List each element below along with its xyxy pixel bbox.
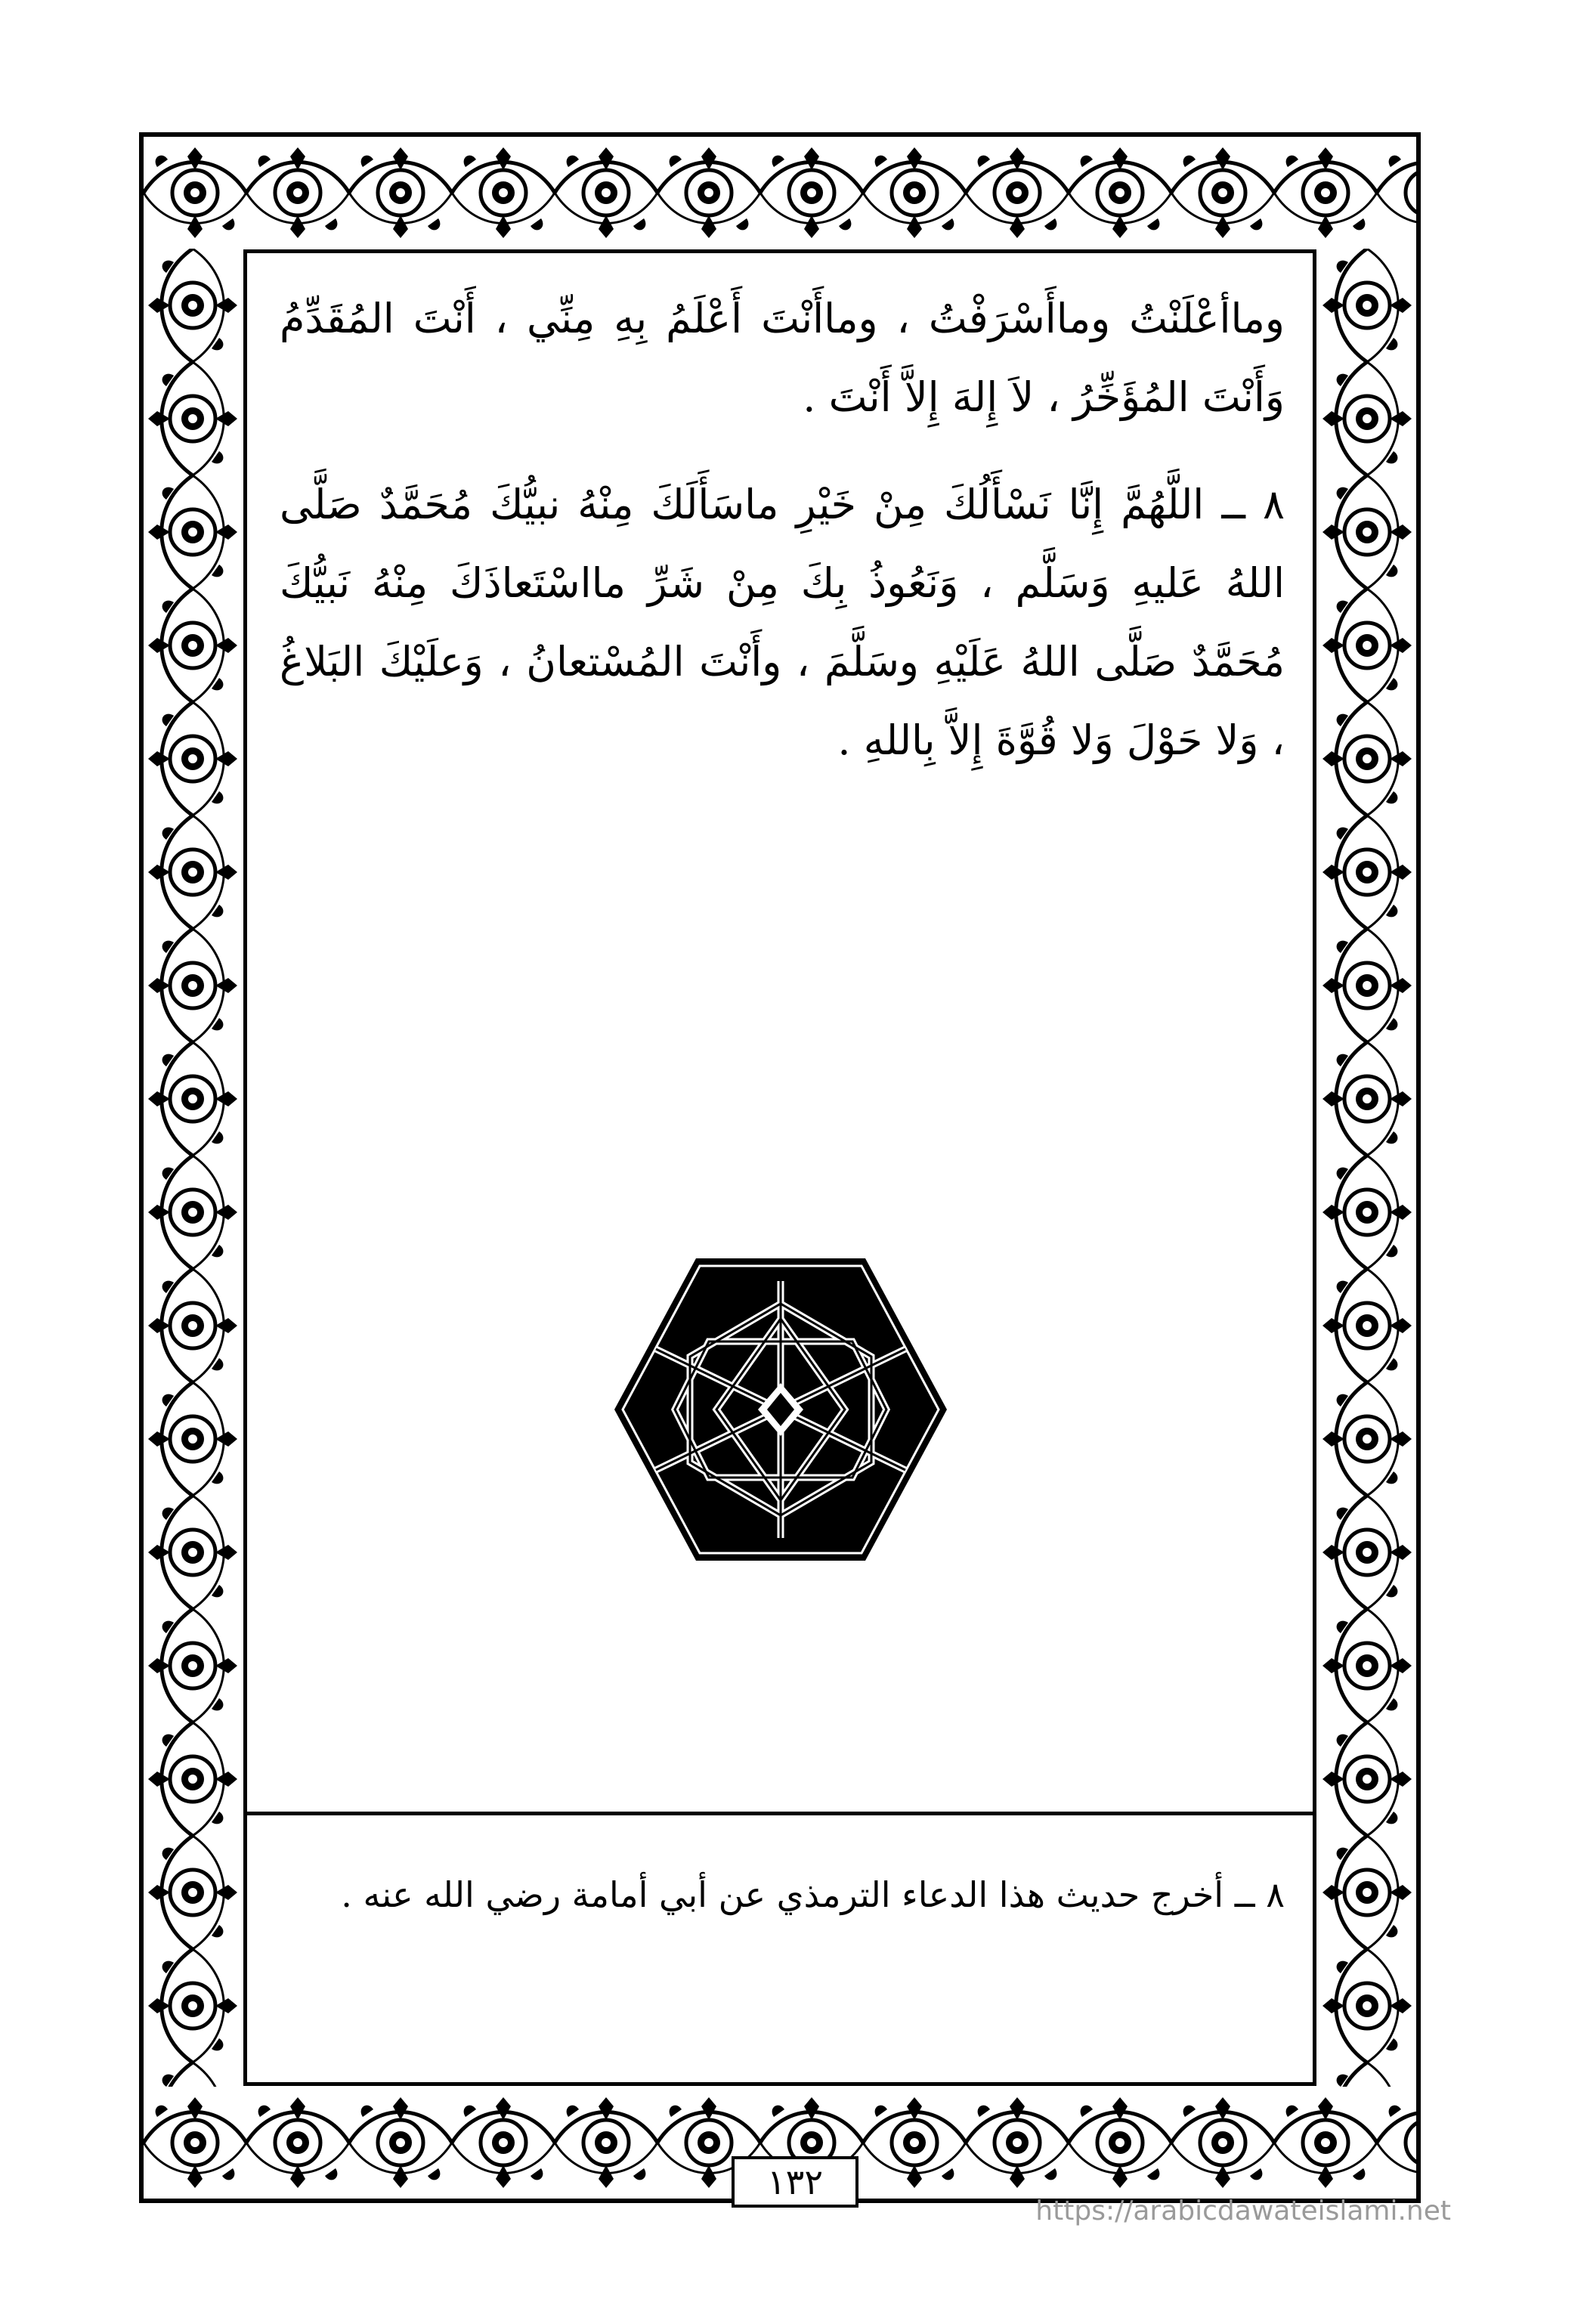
source-watermark: https://arabicdawateislami.net [1035, 2196, 1451, 2227]
footnote: ٨ ــ أخرج حديث هذا الدعاء الترمذي عن أبي أمامة رضي الله عنه . [341, 1874, 1285, 1915]
footnote-divider [243, 1812, 1316, 1815]
paragraph-2: ٨ ــ اللَّهُمَّ إِنَّا نَسْأَلُكَ مِنْ خَيْرِ ماسَأَلَكَ مِنْهُ نبيُّكَ مُحَمَّدٌ صَلَّى اللهُ عَليهِ وَسَلَّم ، وَنَعُوذُ بِكَ مِنْ شَرِّ مااسْتَعاذَكَ مِنْهُ نَبيُّكَ مُحَمَّدٌ صَلَّى اللهُ عَلَيْهِ وسَلَّمَ ، وأَنْتَ المُسْتعانُ ، وَعلَيْكَ البَلاغُ ، وَلا حَوْلَ وَلا قُوَّةَ إِلاَّ بِاللهِ . [280, 481, 1285, 764]
paragraph-1: وماأعْلَنْتُ وماأَسْرَفْتُ ، وماأَنْتَ أَعْلَمُ بِهِ مِنِّي ، أَنْتَ المُقَدِّمُ وَأَنْتَ المُؤَخِّرُ ، لاَ إِلهَ إِلاَّ أَنْتَ . [280, 295, 1285, 421]
floral-border-top [144, 137, 1416, 249]
geometric-medallion [611, 1251, 951, 1568]
main-text-block [280, 280, 1285, 780]
page-number: ١٣٢ [732, 2156, 858, 2208]
floral-border-right [1318, 249, 1416, 2087]
floral-border-left [144, 249, 242, 2087]
